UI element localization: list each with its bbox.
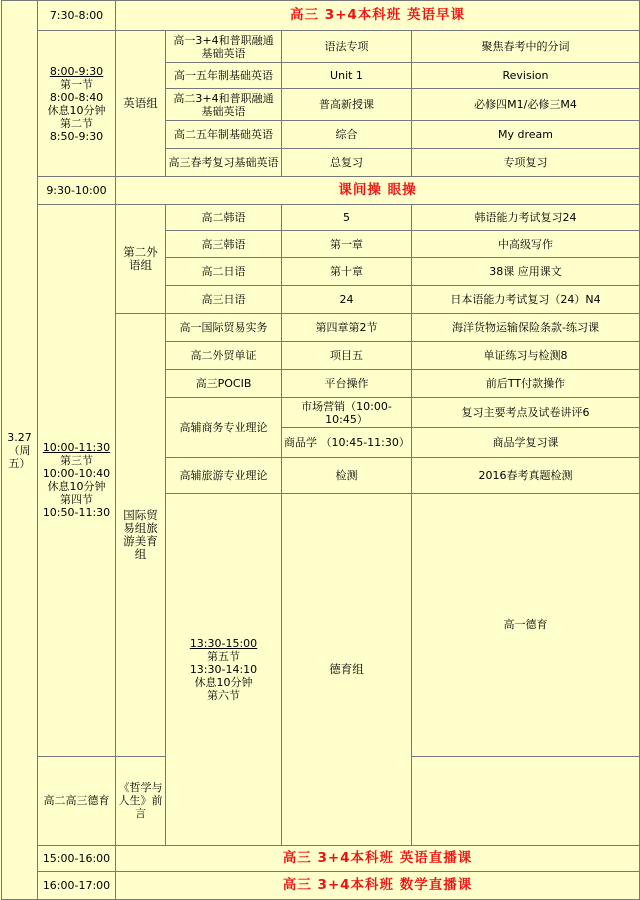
class-name: 高三韩语 [166, 231, 282, 258]
period-label: 第一节 [60, 77, 93, 91]
content: 中高级写作 [412, 231, 640, 258]
topic: 总复习 [282, 149, 412, 177]
content: My dream [412, 121, 640, 149]
class-name: 高二高三德育 [38, 756, 116, 845]
content: 海洋货物运输保险条款-练习课 [412, 314, 640, 342]
content: 必修四M1/必修三M4 [412, 89, 640, 121]
time-block-english [38, 31, 116, 177]
time-block-trade [38, 205, 116, 757]
topic: 5 [282, 205, 412, 231]
period-label: 第六节 [207, 689, 240, 702]
period-time: 8:50-9:30 [49, 129, 104, 143]
schedule-row-break [2, 177, 640, 205]
group-trade-tourism: 国际贸易组旅游美育组 [116, 314, 166, 757]
schedule-row-live-english [2, 846, 640, 872]
break-label: 休息10分钟 [47, 480, 106, 494]
break-label: 休息10分钟 [47, 103, 106, 117]
schedule-table [1, 0, 640, 900]
time-range: 10:00-11:30 [42, 441, 111, 455]
time-range: 8:00-9:30 [49, 64, 104, 78]
period-time: 8:00-8:40 [49, 90, 104, 104]
period-time: 13:30-14:10 [189, 663, 258, 676]
class-name: 高三日语 [166, 286, 282, 314]
content: 商品学复习课 [412, 428, 640, 458]
topic: 第一章 [282, 231, 412, 258]
topic: 普高新授课 [282, 89, 412, 121]
class-name: 高二3+4和普职融通基础英语 [166, 89, 282, 121]
topic: 24 [282, 286, 412, 314]
banner-live-math: 高三 3+4本科班 数学直播课 [116, 872, 640, 900]
topic: 市场营销（10:00-10:45） [282, 398, 412, 428]
class-name: 高一3+4和普职融通基础英语 [166, 31, 282, 63]
time-range: 13:30-15:00 [189, 637, 258, 650]
period-time: 10:50-11:30 [42, 506, 111, 520]
period-time: 10:00-10:40 [42, 467, 111, 481]
period-label: 第三节 [60, 454, 93, 468]
period-label: 第二节 [60, 116, 93, 130]
topic: 综合 [282, 121, 412, 149]
class-name: 高一国际贸易实务 [166, 314, 282, 342]
banner-exercise: 课间操 眼操 [116, 177, 640, 205]
group-second-language: 第二外语组 [116, 205, 166, 314]
break-label: 休息10分钟 [194, 676, 253, 689]
class-name: 高二五年制基础英语 [166, 121, 282, 149]
topic: 第十章 [282, 258, 412, 286]
topic: 检测 [282, 458, 412, 494]
topic: 商品学 （10:45-11:30） [282, 428, 412, 458]
topic: 第四章第2节 [282, 314, 412, 342]
class-name: 高辅旅游专业理论 [166, 458, 282, 494]
time-block-moral [166, 494, 282, 846]
period-label: 第四节 [60, 493, 93, 507]
time-cell: 7:30-8:00 [38, 1, 116, 31]
class-name: 高二日语 [166, 258, 282, 286]
group-moral: 德育组 [282, 494, 412, 846]
schedule-row-second-language [2, 205, 640, 231]
topic: 平台操作 [282, 370, 412, 398]
topic: Unit 1 [282, 63, 412, 89]
content: 前后TT付款操作 [412, 370, 640, 398]
topic: 项目五 [282, 342, 412, 370]
date-cell: 3.27（周五） [2, 1, 38, 900]
topic: 语法专项 [282, 31, 412, 63]
class-name: 高二外贸单证 [166, 342, 282, 370]
group-english: 英语组 [116, 31, 166, 177]
content: Revision [412, 63, 640, 89]
content: 日本语能力考试复习（24）N4 [412, 286, 640, 314]
content: 38课 应用课文 [412, 258, 640, 286]
time-cell: 16:00-17:00 [38, 872, 116, 900]
banner-live-english: 高三 3+4本科班 英语直播课 [116, 846, 640, 872]
banner-english-morning: 高三 3+4本科班 英语早课 [116, 1, 640, 31]
content: 复习主要考点及试卷讲评6 [412, 398, 640, 428]
content: 专项复习 [412, 149, 640, 177]
time-cell: 15:00-16:00 [38, 846, 116, 872]
class-name: 高三春考复习基础英语 [166, 149, 282, 177]
class-name: 高二韩语 [166, 205, 282, 231]
content: 单证练习与检测8 [412, 342, 640, 370]
time-cell: 9:30-10:00 [38, 177, 116, 205]
content: 2016春考真题检测 [412, 458, 640, 494]
period-label: 第五节 [207, 650, 240, 663]
class-name: 高三POCIB [166, 370, 282, 398]
schedule-row-english [2, 31, 640, 63]
topic: 《哲学与人生》前言 [116, 756, 166, 845]
class-name: 高辅商务专业理论 [166, 398, 282, 458]
class-name: 高一五年制基础英语 [166, 63, 282, 89]
content: 韩语能力考试复习24 [412, 205, 640, 231]
class-name: 高一德育 [412, 494, 640, 757]
schedule-row-morning [2, 1, 640, 31]
content: 聚焦春考中的分词 [412, 31, 640, 63]
schedule-row-live-math [2, 872, 640, 900]
